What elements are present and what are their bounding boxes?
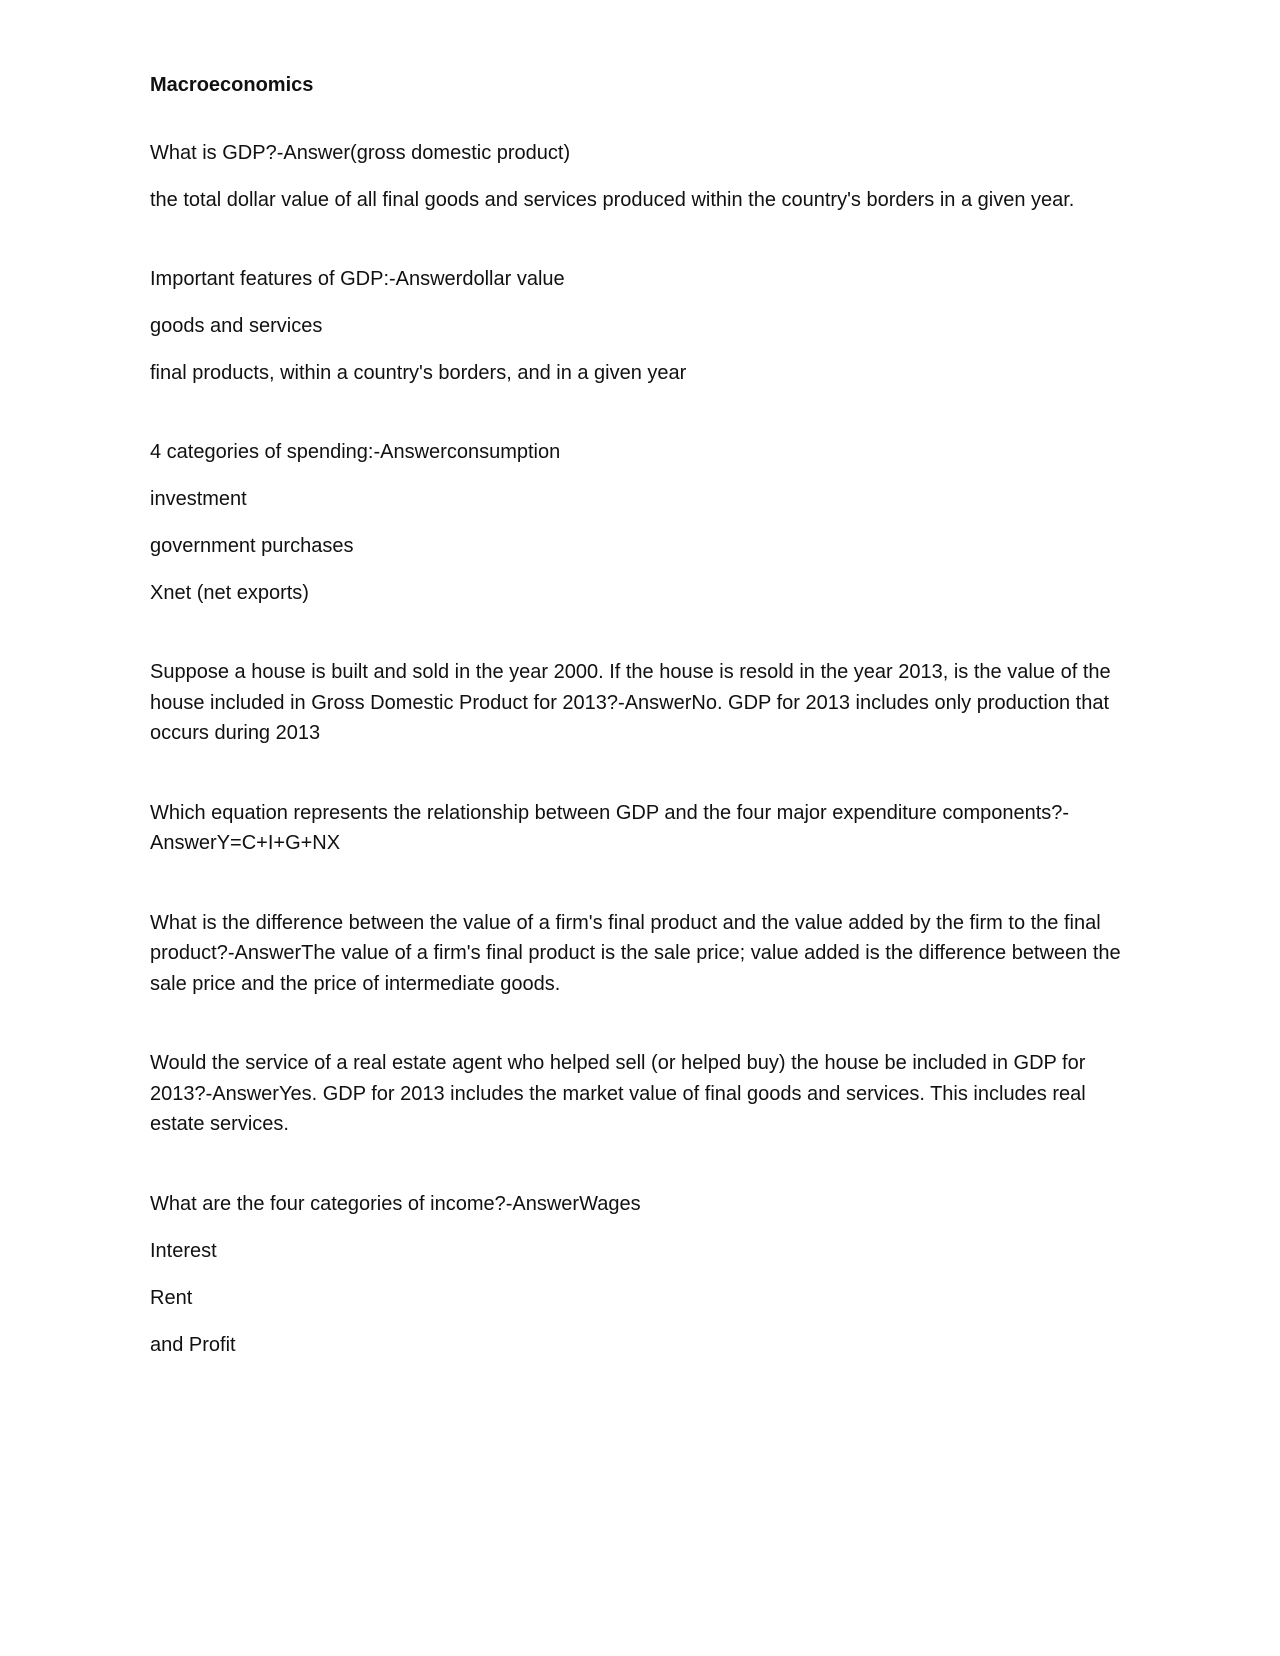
- question-line: 4 categories of spending:-Answerconsumption: [150, 441, 561, 463]
- answer-line: Interest: [150, 1239, 217, 1262]
- answer-line: Rent: [150, 1286, 193, 1309]
- answer-line: final products, within a country's borders, and in a given year: [150, 362, 687, 384]
- answer-line: and Profit: [150, 1333, 236, 1356]
- document-content: [150, 70, 1140, 1409]
- qa-paragraph: What is the difference between the value of a firm's final product and the value added by the firm to the final product?-AnswerThe value of a firm's final product is the sale price; value added is the difference between the sale price and the price of intermediate goods.: [150, 911, 1121, 995]
- answer-line: goods and services: [150, 315, 323, 337]
- document-title: Macroeconomics: [150, 74, 314, 96]
- qa-paragraph: Which equation represents the relationship between GDP and the four major expenditure components?-AnswerY=C+I+G+NX: [150, 801, 1070, 854]
- qa-paragraph: Suppose a house is built and sold in the year 2000. If the house is resold in the year 2013, is the value of the house included in Gross Domestic Product for 2013?-AnswerNo. GDP for 2013 includes only production that occurs during 2013: [150, 661, 1111, 744]
- question-line: Important features of GDP:-Answerdollar value: [150, 268, 565, 290]
- question-line: What is GDP?-Answer(gross domestic product): [150, 142, 571, 164]
- qa-block: [150, 264, 1140, 388]
- qa-block: [150, 1048, 1140, 1140]
- answer-line: government purchases: [150, 535, 354, 557]
- answer-line: the total dollar value of all final goods and services produced within the country's borders in a given year.: [150, 189, 1075, 211]
- qa-block: [150, 138, 1140, 215]
- qa-block: [150, 657, 1140, 749]
- question-line: What are the four categories of income?-AnswerWages: [150, 1192, 641, 1215]
- qa-paragraph: Would the service of a real estate agent who helped sell (or helped buy) the house be included in GDP for 2013?-AnswerYes. GDP for 2013 includes the market value of final goods and services. This includes real estate services.: [150, 1052, 1086, 1135]
- answer-line: Xnet (net exports): [150, 582, 309, 604]
- qa-block: [150, 437, 1140, 608]
- answer-line: investment: [150, 488, 247, 510]
- qa-block: [150, 1189, 1140, 1360]
- qa-block: [150, 798, 1140, 859]
- qa-block: [150, 908, 1140, 1000]
